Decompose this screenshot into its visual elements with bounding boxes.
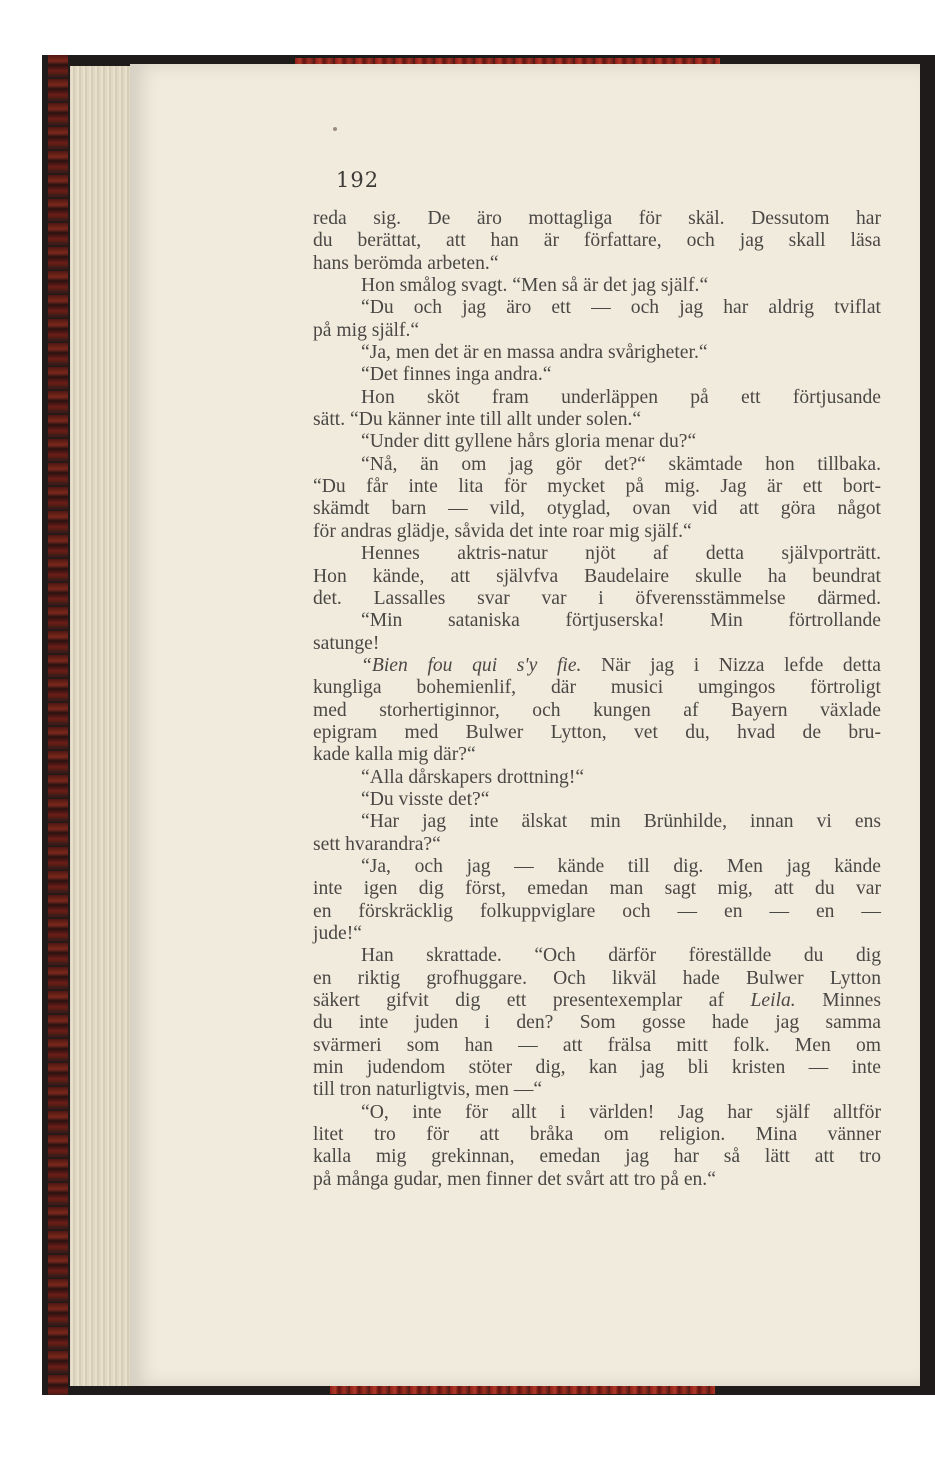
text-line: epigram med Bulwer Lytton, vet du, hvad de bru-	[313, 721, 881, 743]
text-segment: Minnes	[795, 990, 881, 1012]
text-line: på många gudar, men finner det svårt att tro på en.“	[313, 1168, 716, 1190]
text-line: en riktig grofhuggare. Och likväl hade Bulwer Lytton	[313, 967, 881, 989]
text-line: sätt. “Du känner inte till allt under solen.“	[313, 409, 642, 431]
text-segment: säkert gifvit dig ett presentexemplar af	[313, 990, 751, 1012]
text-line: Hon smålog svagt. “Men så är det jag själf.“	[361, 275, 709, 297]
text-line: “Du får inte lita för mycket på mig. Jag är ett bort-	[313, 476, 881, 498]
text-line: kalla mig grekinnan, emedan jag har så lätt att tro	[313, 1146, 881, 1168]
text-line: Han skrattade. “Och därför föreställde du dig	[361, 945, 881, 967]
text-line: Hon sköt fram underläppen på ett förtjusande	[361, 386, 881, 408]
text-segment: När jag i Nizza lefde detta	[581, 654, 881, 676]
text-line: litet tro för att bråka om religion. Mina vänner	[313, 1124, 881, 1146]
paper-speck	[333, 127, 337, 131]
text-line: Hennes aktris-natur njöt af detta självporträtt.	[361, 543, 881, 565]
text-line: med storhertiginnor, och kungen af Bayern växlade	[313, 699, 881, 721]
text-line: “Alla dårskapers drottning!“	[361, 766, 585, 788]
text-line: svärmeri som han — att frälsa mitt folk. Men om	[313, 1034, 881, 1056]
text-line: “Min sataniska förtjuserska! Min förtrollande	[361, 610, 881, 632]
text-line: det. Lassalles svar var i öfverensstämmelse därmed.	[313, 587, 881, 609]
page-number: 192	[336, 168, 380, 192]
body-text	[313, 208, 881, 1191]
text-line: du inte juden i den? Som gosse hade jag samma	[313, 1012, 881, 1034]
text-line: hans berömda arbeten.“	[313, 252, 499, 274]
text-line: reda sig. De äro mottagliga för skäl. Dessutom har	[313, 208, 881, 229]
text-line: på mig själf.“	[313, 319, 420, 341]
text-line: sett hvarandra?“	[313, 833, 441, 855]
italic-phrase: “Bien fou qui s'y fie.	[361, 654, 582, 676]
text-line: för andras glädje, såvida det inte roar mig själf.“	[313, 520, 692, 542]
text-line: “Det finnes inga andra.“	[361, 364, 552, 386]
text-line: inte igen dig först, emedan man sagt mig, att du var	[313, 878, 881, 900]
text-line	[313, 990, 881, 1012]
text-line: “Har jag inte älskat min Brünhilde, innan vi ens	[361, 811, 881, 833]
text-line: “Du visste det?“	[361, 788, 490, 810]
text-line: du berättat, att han är författare, och jag skall läsa	[313, 230, 881, 252]
text-line: kade kalla mig där?“	[313, 744, 476, 766]
text-line: “O, inte för allt i världen! Jag har själf alltför	[361, 1101, 881, 1123]
text-line: en förskräcklig folkuppviglare och — en — en —	[313, 900, 881, 922]
text-line: “Under ditt gyllene hårs gloria menar du?“	[361, 431, 697, 453]
text-line	[313, 655, 881, 677]
text-line: “Nå, än om jag gör det?“ skämtade hon tillbaka.	[361, 453, 881, 475]
text-line: “Ja, och jag — kände till dig. Men jag kände	[361, 855, 881, 877]
italic-title: Leila.	[750, 990, 796, 1012]
text-line: skämdt barn — vild, otyglad, ovan vid att göra något	[313, 498, 881, 520]
text-line: till tron naturligtvis, men —“	[313, 1079, 543, 1101]
text-line: “Du och jag äro ett — och jag har aldrig tviflat	[361, 297, 881, 319]
text-line: min judendom stöter dig, kan jag bli kristen — inte	[313, 1057, 881, 1079]
text-line: satunge!	[313, 632, 380, 654]
text-line: kungliga bohemienlif, där musici umgingos förtroligt	[313, 677, 881, 699]
text-line: “Ja, men det är en massa andra svårigheter.“	[361, 342, 708, 364]
text-line: Hon kände, att självfva Baudelaire skulle ha beundrat	[313, 565, 881, 587]
text-line: jude!“	[313, 923, 362, 944]
